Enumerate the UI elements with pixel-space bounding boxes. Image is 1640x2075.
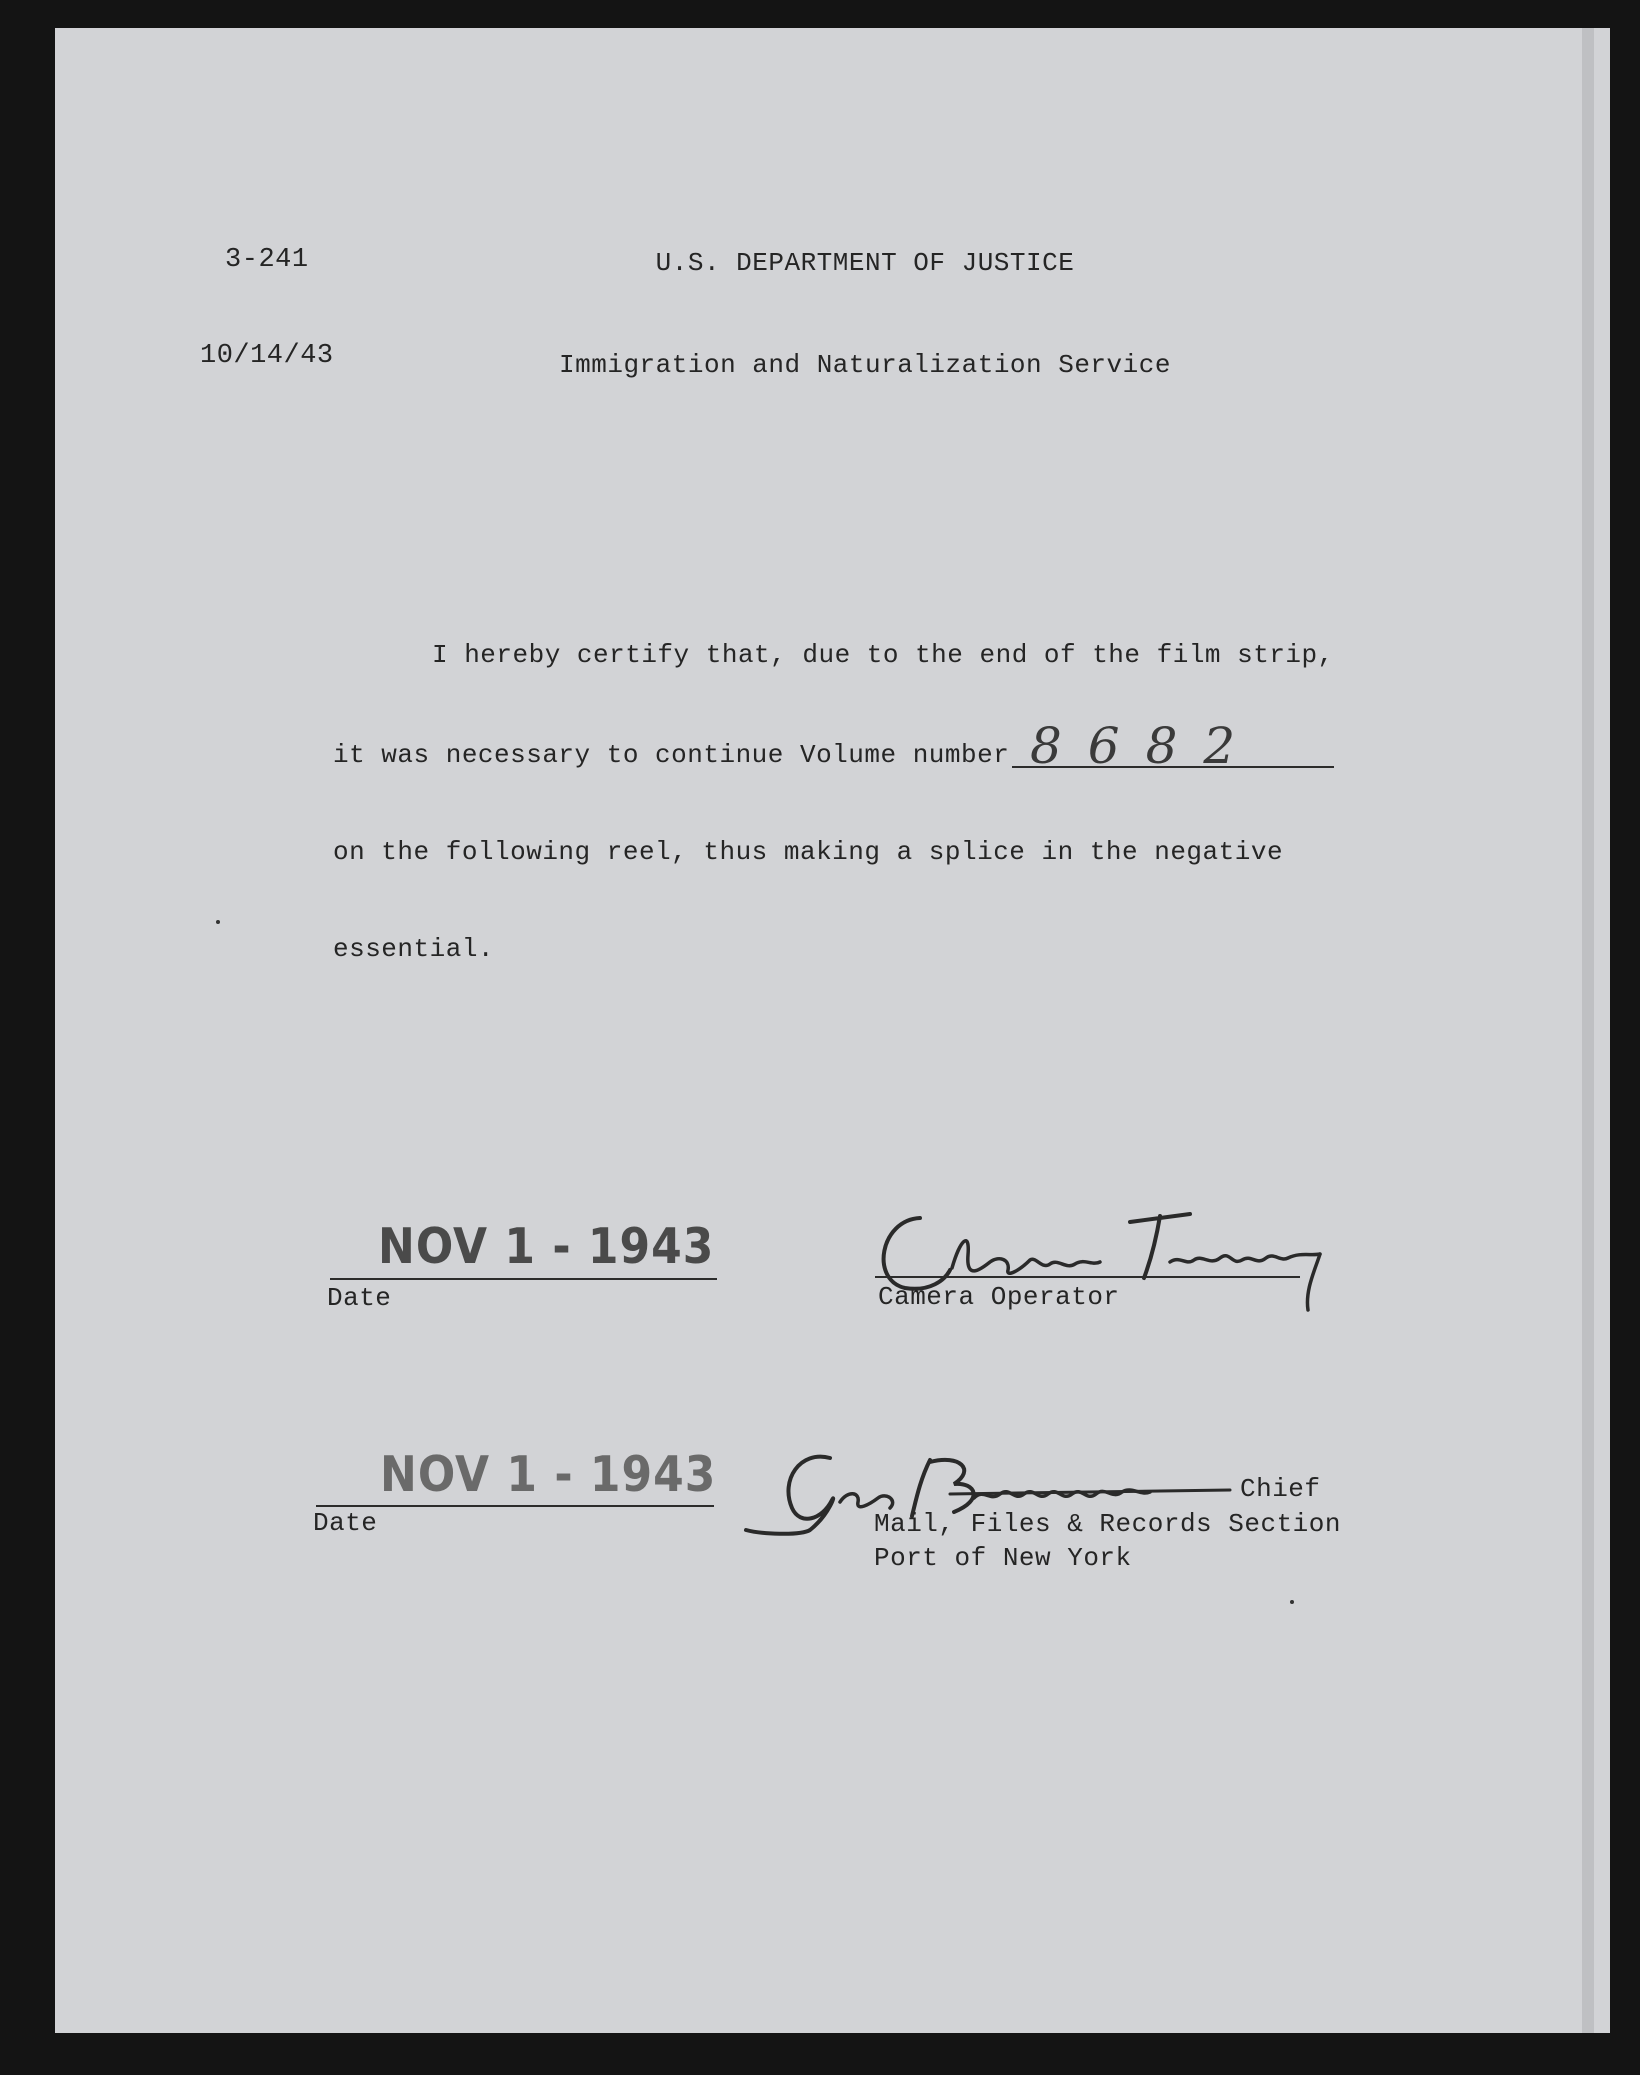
letterhead (440, 178, 1290, 416)
chief-title-line-2: Mail, Files & Records Section (874, 1509, 1341, 1539)
date-label-1: Date (327, 1283, 392, 1313)
paper-speck (1290, 1600, 1294, 1604)
signature-underline-1 (875, 1276, 1300, 1278)
page-edge-shadow (1582, 28, 1594, 2033)
date-underline-1 (330, 1278, 717, 1280)
date-stamp-1: NOV 1 - 1943 (378, 1218, 715, 1276)
camera-operator-title: Camera Operator (878, 1282, 1120, 1312)
date-label-2: Date (313, 1508, 378, 1538)
date-underline-2 (316, 1505, 714, 1507)
chief-title-line-1: Chief (1240, 1474, 1321, 1504)
volume-number-handwritten: 8682 (1030, 717, 1262, 775)
paper-speck (216, 920, 220, 924)
certification-line-4: essential. (333, 934, 495, 964)
certification-line-2: it was necessary to continue Volume number (333, 740, 1010, 770)
chief-title-line-3: Port of New York (874, 1543, 1132, 1573)
certification-line-3: on the following reel, thus making a splice in the negative (333, 837, 1284, 867)
form-number-block (200, 180, 334, 404)
service-name: Immigration and Naturalization Service (559, 350, 1171, 380)
department-name: U.S. DEPARTMENT OF JUSTICE (655, 248, 1075, 278)
form-number: 3-241 (225, 245, 309, 275)
certification-line-1: I hereby certify that, due to the end of the film strip, (432, 640, 1334, 670)
date-stamp-2: NOV 1 - 1943 (380, 1446, 717, 1504)
form-date: 10/14/43 (200, 341, 334, 371)
